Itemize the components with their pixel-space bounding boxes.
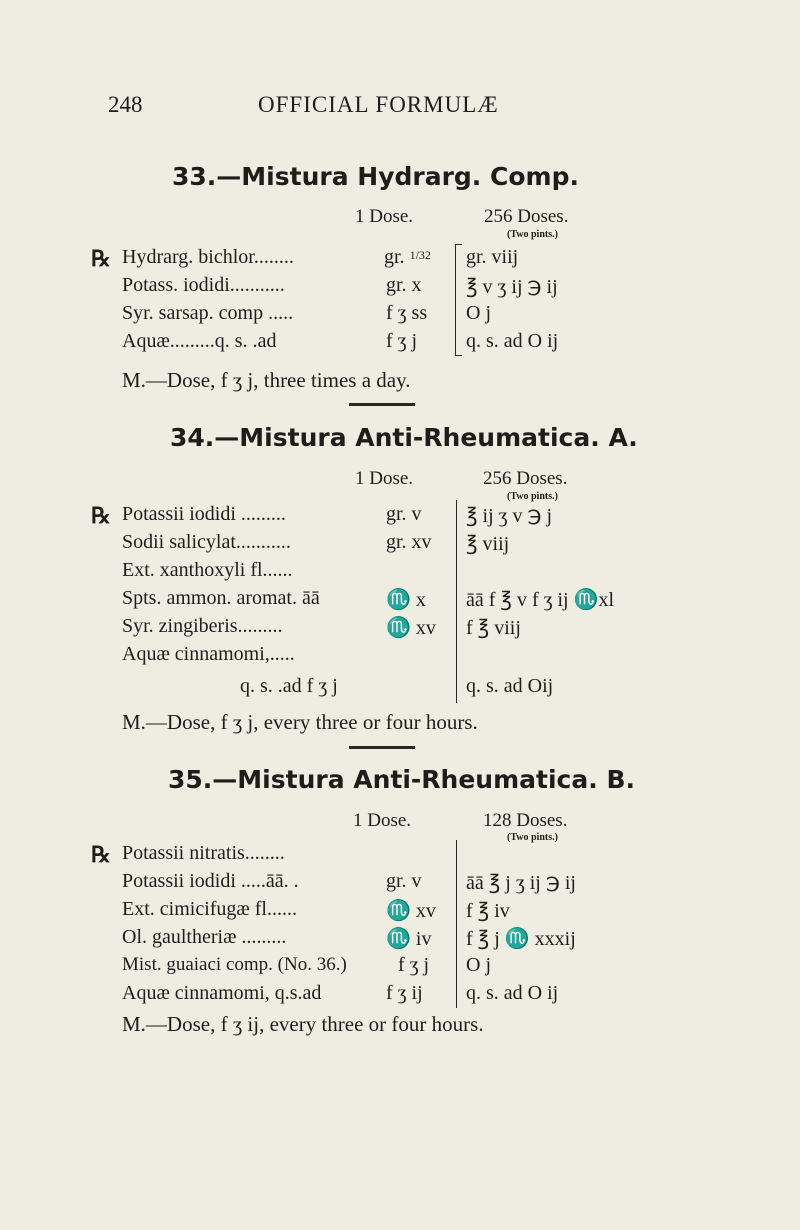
batch-dose: q. s. ad O ij [466, 982, 559, 1004]
ingredient: Aquæ cinnamomi,..... [122, 643, 295, 665]
single-dose: f ʒ ss [386, 302, 428, 324]
column-bracket [456, 500, 458, 703]
many-doses-header: 256 Doses. [483, 468, 568, 489]
ingredient: Ol. gaultheriæ ......... [122, 926, 287, 948]
ingredient: Ext. cimicifugæ fl...... [122, 898, 297, 920]
single-dose: gr. $^{1/32}$ [384, 246, 431, 268]
formula-heading: 34.—Mistura Anti-Rheumatica. A. [170, 423, 638, 452]
single-dose: gr. x [386, 274, 422, 296]
batch-dose: āā f ℥ v f ʒ ij ♏xl [466, 589, 615, 611]
formula-heading: 35.—Mistura Anti-Rheumatica. B. [168, 765, 635, 794]
recipe-symbol: ℞ [91, 246, 111, 271]
formula-heading: 33.—Mistura Hydrarg. Comp. [172, 162, 579, 191]
batch-dose: f ℥ iv [466, 900, 510, 922]
ingredient: q. s. .ad f ʒ j [240, 675, 338, 697]
ingredient: Potassii iodidi .....āā. . [122, 870, 299, 892]
batch-dose: āā ℥ j ʒ ij ℈ ij [466, 872, 576, 894]
ingredient: Syr. sarsap. comp ..... [122, 302, 294, 324]
batch-dose: ℥ viij [466, 533, 510, 555]
section-divider [349, 746, 415, 749]
batch-dose: O j [466, 302, 491, 324]
batch-dose: gr. viij [466, 246, 519, 268]
single-dose: ♏ xv [386, 900, 436, 922]
single-dose: f ʒ ij [386, 982, 423, 1004]
ingredient: Potassii nitratis........ [122, 842, 285, 864]
recipe-symbol: ℞ [91, 503, 111, 528]
batch-dose: O j [466, 954, 491, 976]
ingredient: Spts. ammon. aromat. āā [122, 587, 320, 609]
page-number: 248 [108, 92, 143, 117]
recipe-symbol: ℞ [91, 842, 111, 867]
single-dose: f ʒ j [386, 330, 418, 352]
one-dose-header: 1 Dose. [355, 468, 414, 489]
batch-dose: ℥ v ʒ ij ℈ ij [466, 276, 558, 298]
single-dose: gr. xv [386, 531, 432, 553]
one-dose-header: 1 Dose. [353, 810, 412, 831]
volume-note: (Two pints.) [507, 832, 558, 843]
ingredient: Potassii iodidi ......... [122, 503, 286, 525]
one-dose-header: 1 Dose. [355, 206, 414, 227]
single-dose: f ʒ j [398, 954, 430, 976]
batch-dose: ℥ ij ʒ v ℈ j [466, 505, 553, 527]
batch-dose: q. s. ad O ij [466, 330, 559, 352]
single-dose: gr. v [386, 870, 422, 892]
ingredient: Syr. zingiberis......... [122, 615, 283, 637]
running-title: OFFICIAL FORMULÆ [258, 92, 499, 117]
many-doses-header: 256 Doses. [484, 206, 569, 227]
ingredient: Aquæ.........q. s. .ad [122, 330, 277, 352]
single-dose: ♏ x [386, 589, 426, 611]
ingredient: Mist. guaiaci comp. (No. 36.) [122, 954, 347, 975]
dose-instruction: M.—Dose, f ʒ j, every three or four hours. [122, 710, 478, 734]
single-dose: ♏ xv [386, 617, 436, 639]
dose-instruction: M.—Dose, f ʒ j, three times a day. [122, 368, 411, 392]
column-bracket [455, 244, 462, 356]
batch-dose: f ℥ viij [466, 617, 521, 639]
volume-note: (Two pints.) [507, 491, 558, 502]
single-dose: ♏ iv [386, 928, 432, 950]
batch-dose: f ℥ j ♏ xxxij [466, 928, 576, 950]
volume-note: (Two pints.) [507, 229, 558, 240]
dose-instruction: M.—Dose, f ʒ ij, every three or four hours. [122, 1012, 484, 1036]
ingredient: Ext. xanthoxyli fl...... [122, 559, 293, 581]
ingredient: Hydrarg. bichlor........ [122, 246, 294, 268]
column-bracket [456, 840, 458, 1008]
section-divider [349, 403, 415, 406]
many-doses-header: 128 Doses. [483, 810, 568, 831]
ingredient: Aquæ cinnamomi, q.s.ad [122, 982, 322, 1004]
batch-dose: q. s. ad Oij [466, 675, 554, 697]
single-dose: gr. v [386, 503, 422, 525]
ingredient: Potass. iodidi........... [122, 274, 285, 296]
ingredient: Sodii salicylat........... [122, 531, 291, 553]
